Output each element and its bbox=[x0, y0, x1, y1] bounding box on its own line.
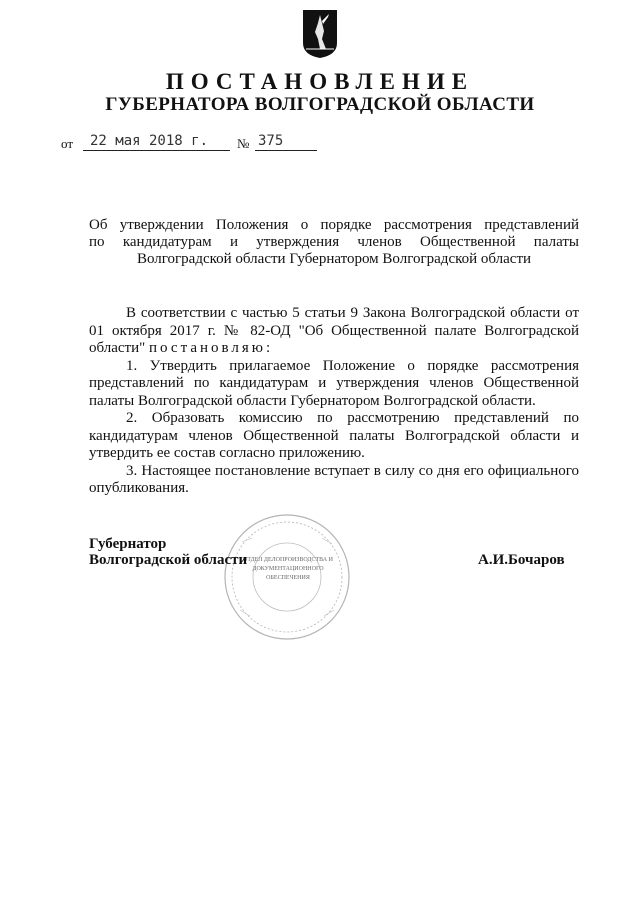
signatory-position-line: Губернатор bbox=[89, 536, 167, 552]
preamble-paragraph bbox=[89, 305, 579, 358]
preamble-text: В соответствии с частью 5 статьи 9 Закона Волгоградской области от 01 октября 2017 г. № 82-ОД "Об Общественной палате Волгоградской области" bbox=[89, 305, 579, 356]
signatory-position-line: Волгоградской области bbox=[89, 552, 248, 568]
seal-inner-text: ОТДЕЛ ДЕЛОПРОИЗВОДСТВА И ДОКУМЕНТАЦИОННОГО ОБЕСПЕЧЕНИЯ bbox=[243, 557, 333, 581]
resolution-item-3: 3. Настоящее постановление вступает в силу со дня его официального опубликования. bbox=[89, 462, 579, 496]
document-title: ПОСТАНОВЛЕНИЕ bbox=[165, 69, 475, 94]
document-date: 22 мая 2018 г. bbox=[90, 133, 209, 149]
subject-line: по кандидатурам и утверждения членов Общественной палаты bbox=[89, 234, 579, 250]
document-subtitle: ГУБЕРНАТОРА ВОЛГОГРАДСКОЙ ОБЛАСТИ bbox=[105, 94, 535, 115]
document-number: 375 bbox=[258, 133, 284, 149]
document-subject bbox=[89, 217, 579, 268]
signatory-position bbox=[89, 536, 247, 568]
subject-line: Об утверждении Положения о порядке рассмотрения представлений bbox=[89, 217, 579, 233]
date-number-row bbox=[0, 131, 640, 155]
subject-line: Волгоградской области Губернатором Волгоградской области bbox=[136, 251, 532, 267]
date-prefix-label: от bbox=[61, 136, 74, 151]
coat-of-arms-icon bbox=[302, 9, 338, 59]
signatory-name: А.И.Бочаров bbox=[478, 552, 565, 568]
resolution-item-2: 2. Образовать комиссию по рассмотрению представлений по кандидатурам членов Общественной палаты Волгоградской области и утвердить ее состав согласно приложению. bbox=[89, 410, 579, 461]
resolution-item-1: 1. Утвердить прилагаемое Положение о порядке рассмотрения представлений по кандидатурам и утверждения членов Общественной палаты Волгоградской области Губернатором Волгоградской области. bbox=[89, 357, 579, 409]
number-label: № bbox=[237, 136, 250, 151]
resolve-word: постановляю: bbox=[149, 340, 274, 356]
document-body bbox=[89, 305, 579, 498]
